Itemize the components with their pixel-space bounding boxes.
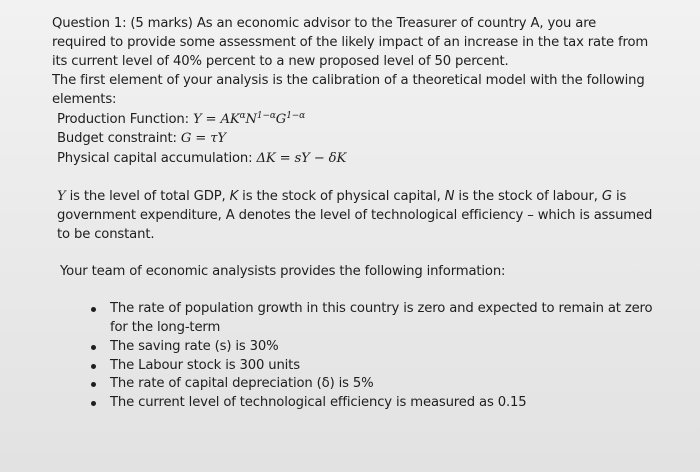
team-intro: Your team of economic analysists provides the following information: (60, 264, 506, 279)
bullet-text: The rate of capital depreciation (δ) is 5% (110, 376, 374, 391)
bullet-item (0, 338, 700, 356)
production-function (57, 111, 305, 129)
capital-accumulation (57, 150, 346, 168)
bullet-dot (91, 364, 96, 369)
question-line-5: elements: (52, 92, 117, 107)
bullet-dot (91, 382, 96, 387)
budget-constraint (57, 130, 226, 148)
production-label: Production Function: (57, 112, 189, 127)
capital-equation: ΔK = sY − δK (256, 151, 347, 166)
bullet-item-continuation (0, 319, 700, 337)
question-line-2: required to provide some assessment of the likely impact of an increase in the tax rate from (52, 35, 649, 50)
bullet-dot (91, 401, 96, 406)
budget-equation: G = τY (180, 131, 226, 146)
bullet-text: The Labour stock is 300 units (110, 358, 300, 373)
bullet-text: The current level of technological efficiency is measured as 0.15 (110, 395, 527, 410)
bullet-item (0, 394, 700, 412)
budget-label: Budget constraint: (57, 131, 177, 146)
bullet-dot (91, 307, 96, 312)
production-equation: $Y = AK^\alpha N^{1-\alpha}G^{1-\alpha}$ (192, 111, 306, 127)
definitions-line-2: government expenditure, A denotes the level of technological efficiency – which is assumed (57, 208, 653, 223)
question-line-3: its current level of 40% percent to a new proposed level of 50 percent. (52, 54, 509, 69)
bullet-text: for the long-term (110, 320, 221, 335)
question-line-1: Question 1: (5 marks) As an economic advisor to the Treasurer of country A, you are (52, 16, 597, 31)
capital-label: Physical capital accumulation: (57, 151, 253, 166)
bullet-dot (91, 345, 96, 350)
question-line-4: The first element of your analysis is the calibration of a theoretical model with the following (52, 73, 645, 88)
definitions-line-3: to be constant. (57, 227, 155, 242)
bullet-text: The saving rate (s) is 30% (110, 339, 279, 354)
definitions-line-1: Y is the level of total GDP, K is the stock of physical capital, N is the stock of labour, G is (57, 189, 627, 204)
bullet-text: The rate of population growth in this country is zero and expected to remain at zero (110, 301, 653, 316)
bullet-item (0, 375, 700, 393)
bullet-item (0, 357, 700, 375)
bullet-item (0, 300, 700, 318)
